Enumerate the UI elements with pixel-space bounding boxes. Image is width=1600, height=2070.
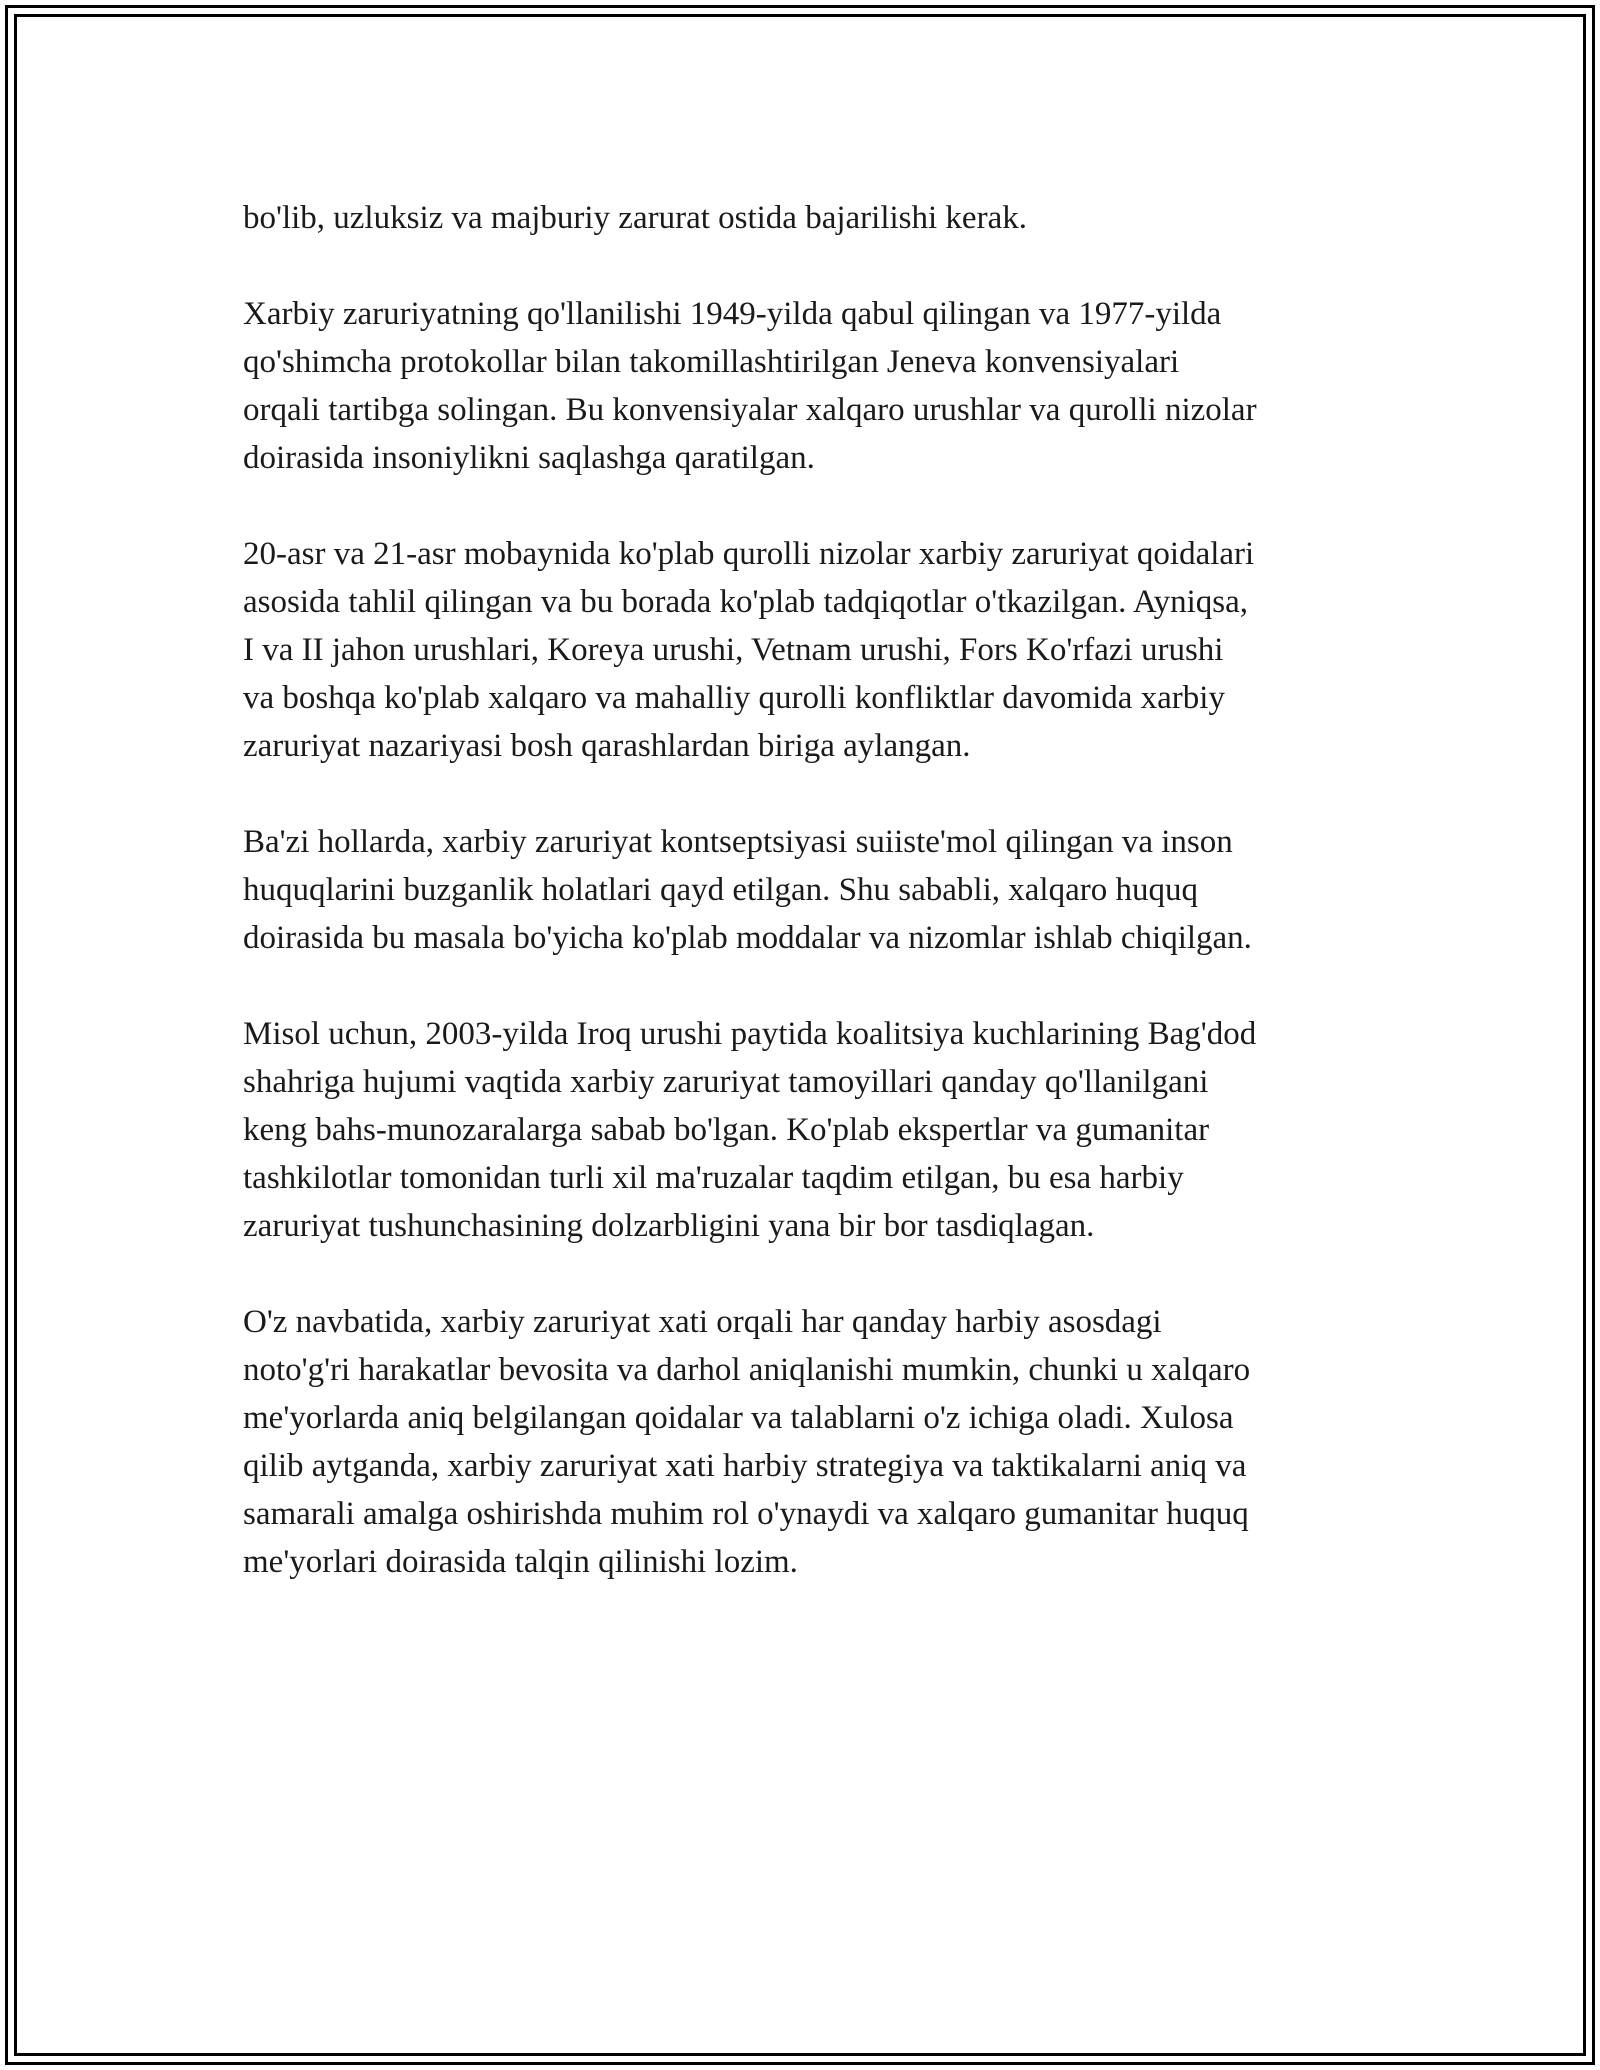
paragraph-3: 20-asr va 21-asr mobaynida ko'plab qurolli nizolar xarbiy zaruriyat qoidalari asosida tahlil qilingan va bu borada ko'plab tadqiqotlar o'tkazilgan. Ayniqsa, I va II jahon urushlari, Koreya urushi, Vetnam urushi, Fors Ko'rfazi urushi va boshqa ko'plab xalqaro va mahalliy qurolli konfliktlar davomida xarbiy zaruriyat nazariyasi bosh qarashlardan biriga aylangan. (243, 536, 1255, 764)
document-body (243, 194, 1378, 1634)
paragraph-5: Misol uchun, 2003-yilda Iroq urushi paytida koalitsiya kuchlarining Bag'dod shahriga hujumi vaqtida xarbiy zaruriyat tamoyillari qanday qo'llanilgani keng bahs-munozaralarga sabab bo'lgan. Ko'plab ekspertlar va gumanitar tashkilotlar tomonidan turli xil ma'ruzalar taqdim etilgan, bu esa harbiy zaruriyat tushunchasining dolzarbligini yana bir bor tasdiqlagan. (243, 1016, 1257, 1244)
paragraph-6: O'z navbatida, xarbiy zaruriyat xati orqali har qanday harbiy asosdagi noto'g'ri harakatlar bevosita va darhol aniqlanishi mumkin, chunki u xalqaro me'yorlarda aniq belgilangan qoidalar va talablarni o'z ichiga oladi. Xulosa qilib aytganda, xarbiy zaruriyat xati harbiy strategiya va taktikalarni aniq va samarali amalga oshirishda muhim rol o'ynaydi va xalqaro gumanitar huquq me'yorlari doirasida talqin qilinishi lozim. (243, 1304, 1251, 1580)
paragraph-1: bo'lib, uzluksiz va majburiy zarurat ostida bajarilishi kerak. (243, 200, 1027, 236)
page-frame (5, 5, 1595, 2065)
paragraph-2: Xarbiy zaruriyatning qo'llanilishi 1949-yilda qabul qilingan va 1977-yilda qo'shimcha protokollar bilan takomillashtirilgan Jeneva konvensiyalari orqali tartibga solingan. Bu konvensiyalar xalqaro urushlar va qurolli nizolar doirasida insoniylikni saqlashga qaratilgan. (243, 296, 1257, 476)
paragraph-4: Ba'zi hollarda, xarbiy zaruriyat kontseptsiyasi suiiste'mol qilingan va inson huquqlarini buzganlik holatlari qayd etilgan. Shu sababli, xalqaro huquq doirasida bu masala bo'yicha ko'plab moddalar va nizomlar ishlab chiqilgan. (243, 824, 1252, 956)
